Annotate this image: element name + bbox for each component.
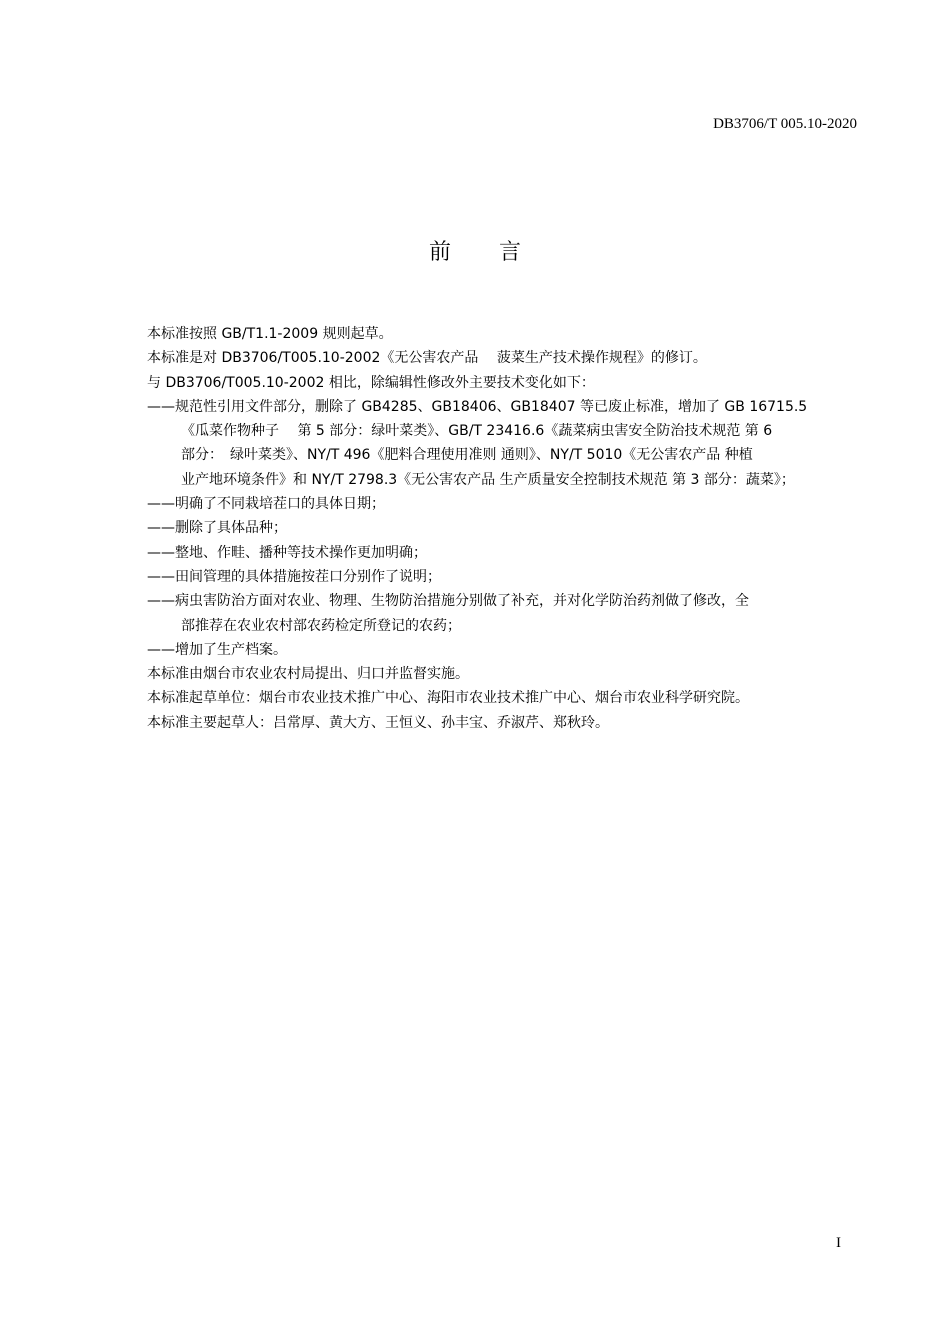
proposer-line: 本标准由烟台市农业农村局提出、归口并监督实施。 bbox=[147, 666, 469, 683]
change-item-references-cont-1: 《瓜菜作物种子 第 5 部分：绿叶菜类》、GB/T 23416.6《蔬菜病虫害安全防治技术规范 第 6 bbox=[181, 423, 773, 440]
standard-code: DB3706/T 005.10-2020 bbox=[713, 116, 857, 132]
change-item-references-cont-2: 部分： 绿叶菜类》、NY/T 496《肥料合理使用准则 通则》、NY/T 5010《无公害农产品 种植 bbox=[181, 447, 753, 464]
change-item-field-management: ——田间管理的具体措施按茬口分别作了说明； bbox=[147, 568, 441, 585]
title-char-1: 前 bbox=[428, 240, 451, 265]
page-title bbox=[0, 238, 950, 268]
title-char-2: 言 bbox=[499, 240, 522, 265]
change-item-varieties: ——删除了具体品种； bbox=[147, 520, 287, 537]
foreword-body bbox=[147, 322, 877, 735]
change-item-pest-control: ——病虫害防治方面对农业、物理、生物防治措施分别做了补充，并对化学防治药剂做了修改，全 bbox=[147, 593, 749, 610]
change-item-records: ——增加了生产档案。 bbox=[147, 641, 287, 658]
revision-line: 本标准是对 DB3706/T005.10-2002《无公害农产品 菠菜生产技术操作规程》的修订。 bbox=[147, 350, 707, 367]
change-item-dates: ——明确了不同栽培茬口的具体日期； bbox=[147, 496, 385, 513]
change-item-references: ——规范性引用文件部分，删除了 GB4285、GB18406、GB18407 等已废止标准，增加了 GB 16715.5 bbox=[147, 398, 808, 415]
drafting-units-line: 本标准起草单位：烟台市农业技术推广中心、海阳市农业技术推广中心、烟台市农业科学研究院。 bbox=[147, 690, 749, 707]
drafting-rule-line: 本标准按照 GB/T1.1-2009 规则起草。 bbox=[147, 326, 393, 342]
change-item-pest-control-cont: 部推荐在农业农村部农药检定所登记的农药； bbox=[181, 617, 461, 634]
change-item-references-cont-3: 业产地环境条件》和 NY/T 2798.3《无公害农产品 生产质量安全控制技术规范 第 3 部分：蔬菜》； bbox=[181, 471, 795, 488]
change-item-operations: ——整地、作畦、播种等技术操作更加明确； bbox=[147, 544, 427, 561]
page-number: I bbox=[836, 1235, 841, 1251]
drafters-line: 本标准主要起草人：吕常厚、黄大方、王恒义、孙丰宝、乔淑芹、郑秋玲。 bbox=[147, 714, 609, 731]
changes-intro-line: 与 DB3706/T005.10-2002 相比，除编辑性修改外主要技术变化如下： bbox=[147, 374, 595, 391]
